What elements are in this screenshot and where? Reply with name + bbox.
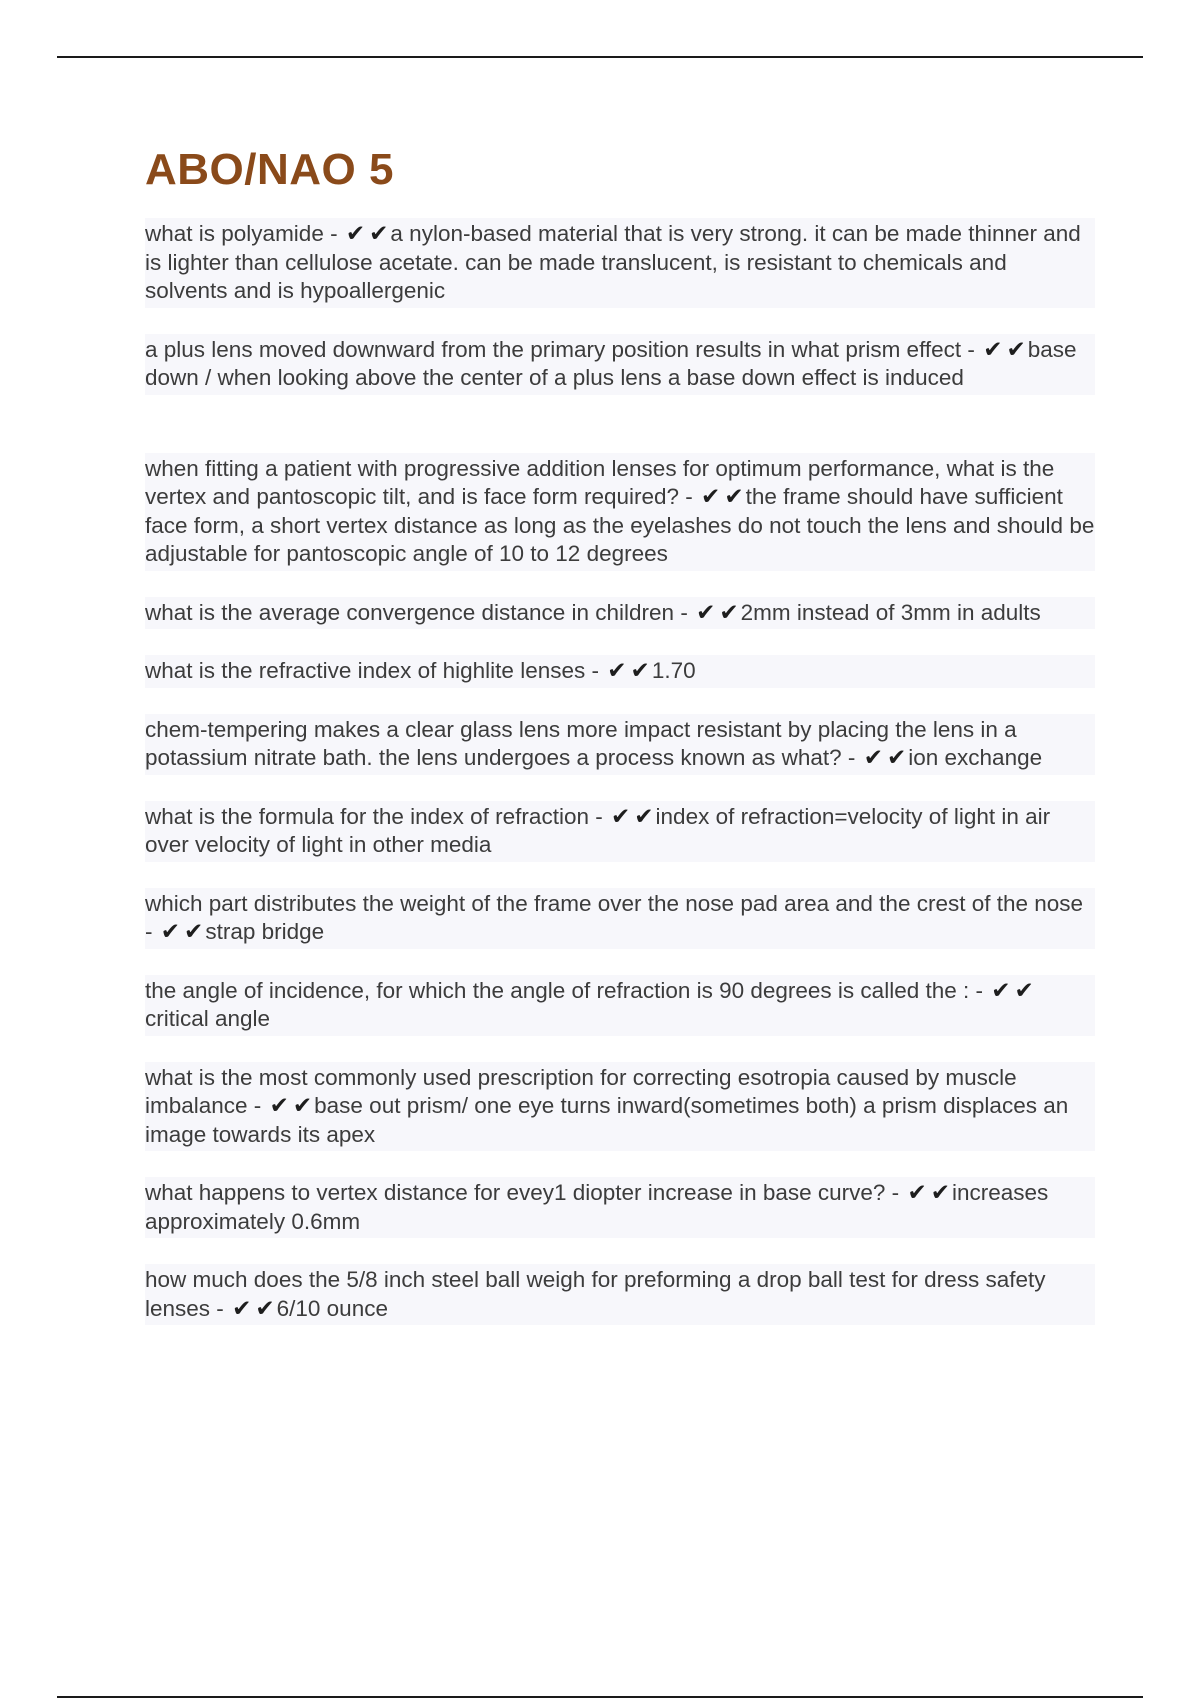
check-mark-icon: ✔: [292, 1093, 313, 1119]
answer-text: a nylon-based material that is very strong. it can be made thinner and is lighter than cellulose acetate. can be made translucent, is resistant to chemicals and solvents and is hypoallergenic: [145, 221, 1081, 303]
check-mark-icon: ✔: [701, 484, 721, 510]
answer-text: base out prism/ one eye turns inward(sometimes both) a prism displaces an image towards its apex: [145, 1093, 1069, 1147]
check-mark-icon: ✔: [269, 1093, 289, 1119]
check-mark-icon: ✔: [886, 745, 907, 771]
document-body: [145, 140, 1095, 1351]
answer-text: 6/10 ounce: [276, 1295, 388, 1321]
check-mark-icon: ✔: [719, 599, 739, 626]
qa-item: [145, 218, 1095, 308]
check-mark-icon: ✔: [930, 1180, 951, 1206]
qa-list: [145, 218, 1095, 1325]
question-text: how much does the 5/8 inch steel ball weigh for preforming a drop ball test for dress safety lenses -: [145, 1267, 1046, 1321]
check-mark-icon: ✔: [863, 745, 883, 771]
answer-text: index of refraction=velocity of light in air over velocity of light in other media: [145, 803, 1051, 857]
qa-item: [145, 1264, 1095, 1325]
qa-item: [145, 453, 1095, 571]
page-title: ABO/NAO 5: [145, 145, 394, 194]
question-text: what is the most commonly used prescription for correcting esotropia caused by muscle imbalance -: [145, 1064, 1017, 1118]
qa-item: [145, 597, 1095, 630]
qa-item: [145, 1062, 1095, 1152]
check-mark-icon: ✔: [1014, 977, 1034, 1004]
question-text: a plus lens moved downward from the primary position results in what prism effect -: [145, 336, 975, 362]
question-text: when fitting a patient with progressive addition lenses for optimum performance, what is the vertex and pantoscopic tilt, and is face form required? -: [145, 455, 1055, 509]
check-mark-icon: ✔: [983, 336, 1003, 363]
question-text: the angle of incidence, for which the angle of refraction is 90 degrees is called the : -: [145, 977, 983, 1003]
qa-item: [145, 655, 1095, 688]
answer-text: 2mm instead of 3mm in adults: [740, 599, 1041, 625]
bottom-rule: [57, 1696, 1143, 1698]
question-text: chem-tempering makes a clear glass lens more impact resistant by placing the lens in a potassium nitrate bath. the lens undergoes a process known as what? -: [145, 716, 1017, 770]
answer-text: 1.70: [651, 658, 696, 683]
answer-text: critical angle: [145, 1006, 271, 1031]
check-mark-icon: ✔: [184, 919, 204, 945]
qa-item: [145, 975, 1095, 1036]
question-text: which part distributes the weight of the frame over the nose pad area and the crest of the nose -: [145, 890, 1084, 944]
answer-text: ion exchange: [908, 745, 1043, 770]
check-mark-icon: ✔: [724, 484, 744, 510]
check-mark-icon: ✔: [345, 221, 366, 247]
answer-text: strap bridge: [205, 919, 325, 944]
question-text: what is polyamide -: [145, 221, 338, 246]
qa-item: [145, 1177, 1095, 1238]
check-mark-icon: ✔: [607, 658, 627, 684]
check-mark-icon: ✔: [610, 803, 631, 830]
check-mark-icon: ✔: [907, 1180, 927, 1206]
check-mark-icon: ✔: [991, 977, 1011, 1004]
check-mark-icon: ✔: [1006, 336, 1026, 363]
answer-text: the frame should have sufficient face form, a short vertex distance as long as the eyelashes do not touch the lens and should be adjustable for pantoscopic angle of 10 to 12 degrees: [145, 484, 1095, 566]
answer-text: increases approximately 0.6mm: [145, 1180, 1049, 1234]
check-mark-icon: ✔: [369, 221, 389, 247]
top-rule: [57, 56, 1143, 58]
check-mark-icon: ✔: [160, 919, 181, 945]
check-mark-icon: ✔: [630, 658, 650, 684]
answer-text: base down / when looking above the center of a plus lens a base down effect is induced: [145, 336, 1077, 390]
check-mark-icon: ✔: [634, 803, 654, 830]
qa-item: [145, 801, 1095, 862]
check-mark-icon: ✔: [255, 1295, 275, 1322]
question-text: what is the formula for the index of refraction -: [145, 803, 603, 829]
check-mark-icon: ✔: [232, 1295, 252, 1322]
qa-item: [145, 888, 1095, 949]
question-text: what is the average convergence distance in children -: [145, 599, 688, 625]
qa-item: [145, 714, 1095, 775]
question-text: what happens to vertex distance for evey1 diopter increase in base curve? -: [145, 1180, 900, 1205]
qa-item: [145, 334, 1095, 395]
check-mark-icon: ✔: [696, 599, 716, 626]
question-text: what is the refractive index of highlite lenses -: [145, 658, 599, 683]
